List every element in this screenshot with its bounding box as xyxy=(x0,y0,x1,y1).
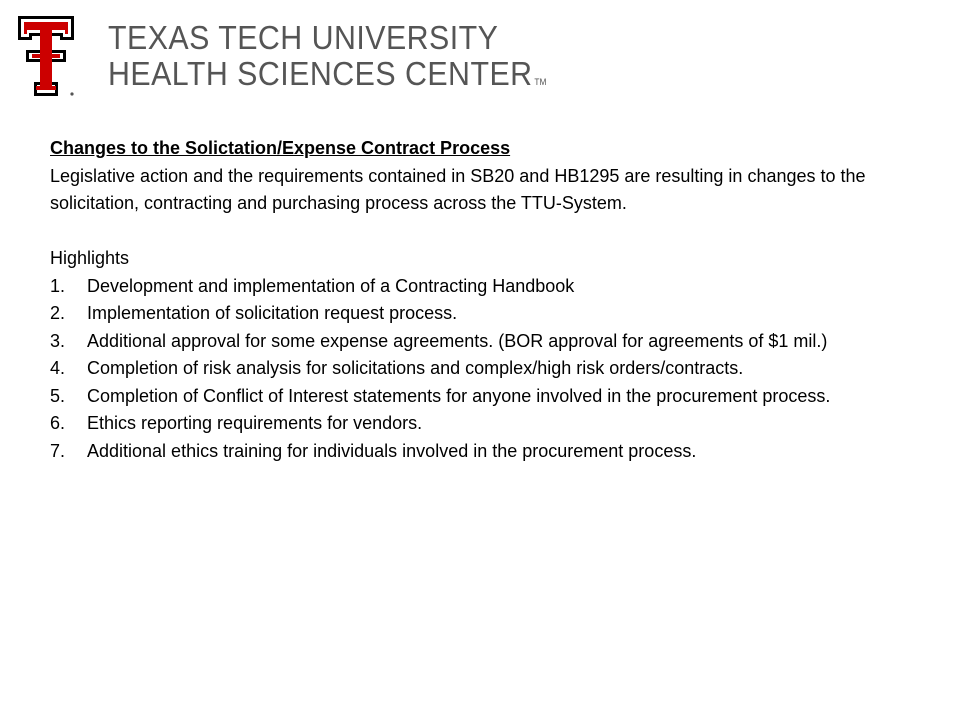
list-item xyxy=(50,410,890,438)
wordmark-line-1: TEXAS TECH UNIVERSITY xyxy=(108,19,499,56)
institution-wordmark xyxy=(108,20,546,100)
list-item-number: 3. xyxy=(50,330,66,351)
list-item-number: 6. xyxy=(50,413,66,433)
intro-paragraph: Legislative action and the requirements contained in SB20 and HB1295 are resulting in changes to the solicitation, contracting and purchasing process across the TTU-System. xyxy=(50,165,866,213)
list-item xyxy=(50,273,890,301)
list-item-number: 5. xyxy=(50,385,66,406)
list-item-number: 2. xyxy=(50,303,66,323)
list-item-number: 4. xyxy=(50,358,66,378)
double-t-logo-icon xyxy=(16,14,76,98)
slide-content xyxy=(50,135,890,465)
list-item-text: Completion of Conflict of Interest statements for anyone involved in the procurement process. xyxy=(87,385,831,406)
list-item xyxy=(50,300,890,328)
spacer xyxy=(50,218,890,246)
list-item-number: 1. xyxy=(50,275,66,296)
list-item-text: Additional approval for some expense agreements. (BOR approval for agreements of $1 mil.) xyxy=(87,330,828,351)
section-heading: Changes to the Solictation/Expense Contract Process xyxy=(50,138,511,158)
university-logo xyxy=(16,14,76,98)
list-item xyxy=(50,355,890,383)
list-item-text: Implementation of solicitation request process. xyxy=(87,303,458,323)
highlights-label: Highlights xyxy=(50,248,130,268)
list-item-text: Completion of risk analysis for solicitations and complex/high risk orders/contracts. xyxy=(87,358,744,378)
list-item xyxy=(50,438,890,466)
list-item-text: Development and implementation of a Contracting Handbook xyxy=(87,275,575,296)
list-item xyxy=(50,328,890,356)
list-item-text: Additional ethics training for individuals involved in the procurement process. xyxy=(87,440,697,461)
wordmark-line-2-text: HEALTH SCIENCES CENTER xyxy=(108,55,533,92)
wordmark-line-2 xyxy=(108,56,546,100)
trademark-symbol: TM xyxy=(534,77,547,87)
list-item-text: Ethics reporting requirements for vendors. xyxy=(87,413,423,433)
list-item-number: 7. xyxy=(50,440,66,461)
highlights-list xyxy=(50,273,890,466)
list-item xyxy=(50,383,890,411)
